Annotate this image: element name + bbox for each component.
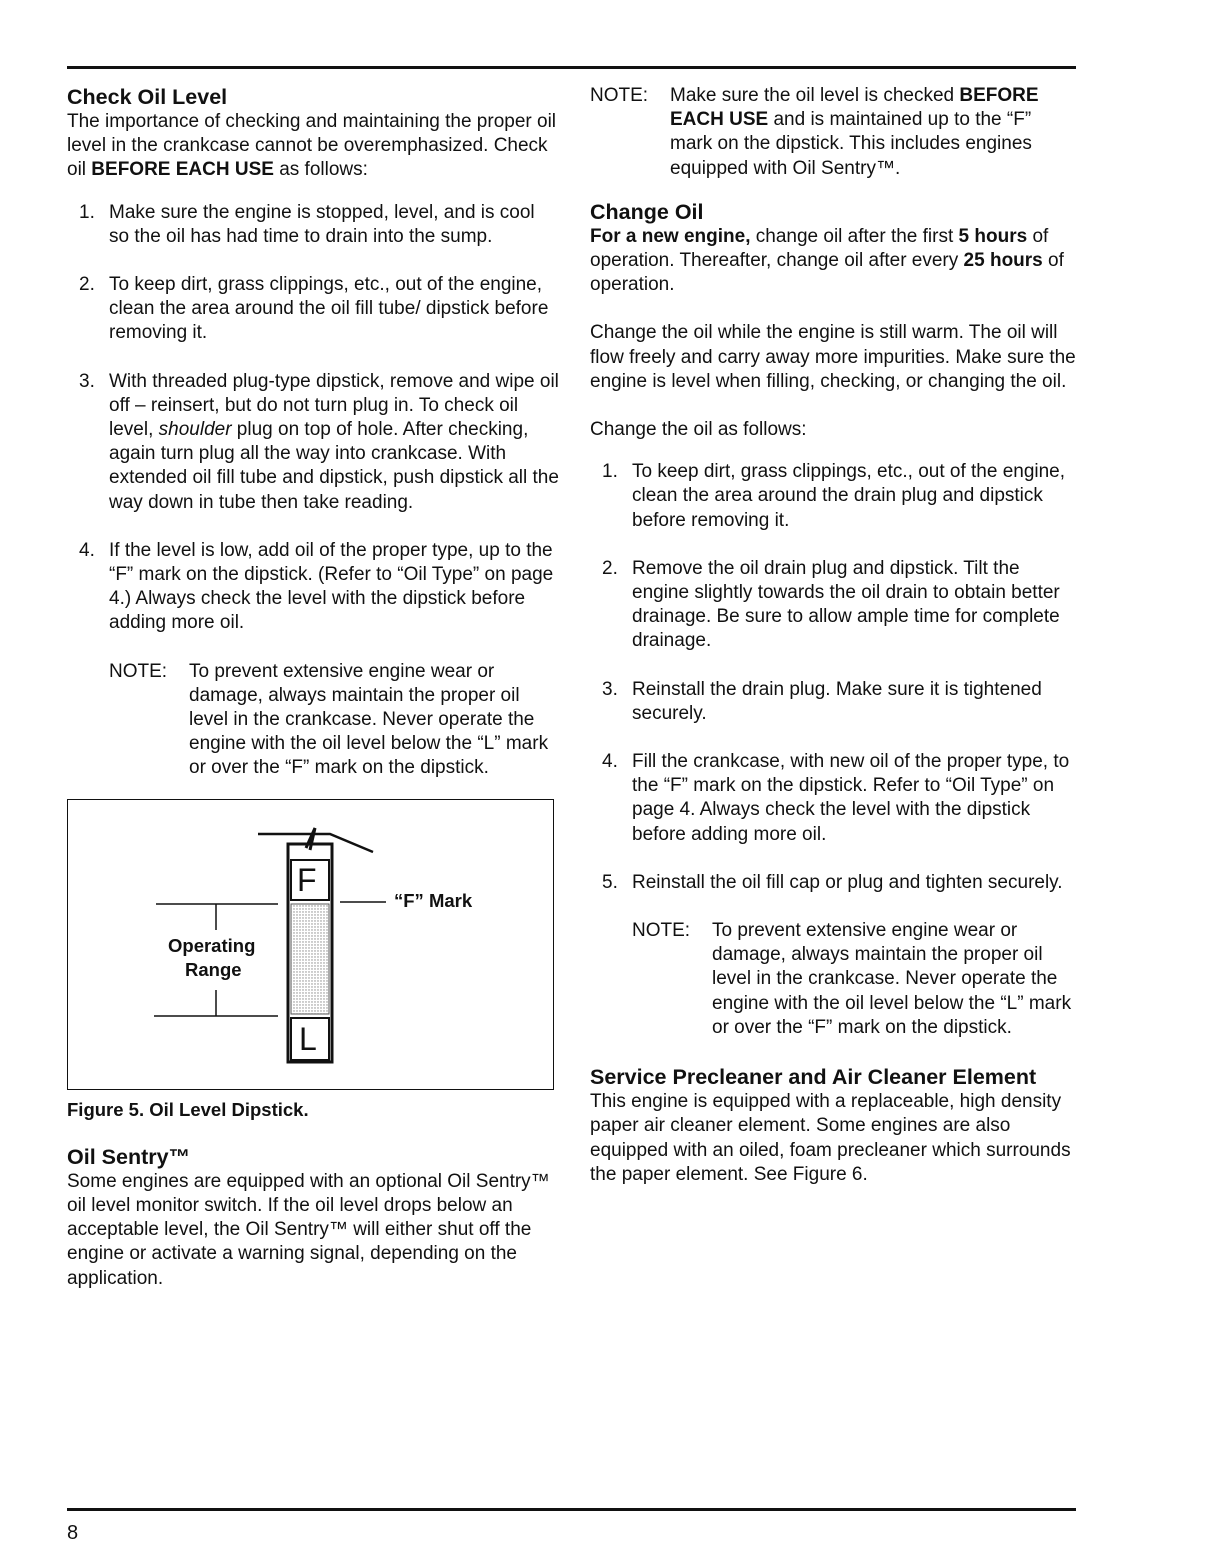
left-note: NOTE: To prevent extensive engine wear or damage, always maintain the proper oil level in the crankcase. Never operate the engine with the oil level below the “L” mark or over the “F” mark on the dipstick. — [109, 660, 549, 779]
change-oil-para2: Change the oil while the engine is still warm. The oil will flow freely and carry away more impurities. Make sure the engine is level when filling, checking, or changing the oil. — [590, 322, 1076, 392]
list-item: 3. With threaded plug-type dipstick, remove and wipe oil off – reinsert, but do not turn plug in. To check oil level, shoulder plug on top of hole. After checking, again turn plug all the way into crankcase. With extended oil fill tube and dipstick, push dipstick all the way down in tube then take reading. — [79, 370, 559, 513]
dipstick-figure — [67, 799, 554, 1090]
f-mark-label: “F” Mark — [394, 889, 473, 911]
right-column — [590, 84, 1076, 1187]
list-item: 4. Fill the crankcase, with new oil of the proper type, to the “F” mark on the dipstick. Refer to “Oil Type” on page 4. Always check the level with the dipstick before adding more oil. — [602, 751, 1070, 845]
list-item: 5. Reinstall the oil fill cap or plug and tighten securely. — [602, 871, 1063, 893]
check-oil-steps — [67, 201, 559, 636]
page-number: 8 — [67, 1522, 79, 1544]
air-cleaner-text: This engine is equipped with a replaceable, high density paper air cleaner element. Some engines are also equipped with an oiled, foam precleaner which surrounds the paper element. See Figure 6. — [590, 1091, 1071, 1185]
list-item: 1. Make sure the engine is stopped, level, and is cool so the oil has had time to drain into the sump. — [79, 201, 535, 247]
list-item: 2. Remove the oil drain plug and dipstick. Tilt the engine slightly towards the oil drain to obtain better drainage. Be sure to allow ample time for complete drainage. — [602, 557, 1060, 652]
l-letter: L — [299, 1020, 317, 1057]
change-oil-para3: Change the oil as follows: — [590, 419, 807, 441]
check-oil-heading: Check Oil Level — [67, 85, 228, 109]
figure-caption: Figure 5. Oil Level Dipstick. — [67, 1098, 309, 1120]
check-oil-intro: The importance of checking and maintaining the proper oil level in the crankcase cannot be overemphasized. Check oil BEFORE EACH USE as follows: — [67, 111, 557, 181]
operating-label: Operating — [168, 934, 256, 956]
f-letter: F — [297, 861, 317, 898]
top-note: NOTE: Make sure the oil level is checked BEFORE EACH USE and is maintained up to the “F” mark on the dipstick. This includes engines equipped with Oil Sentry™. — [590, 85, 1039, 179]
operating-range-shading — [291, 904, 329, 1014]
list-item: 3. Reinstall the drain plug. Make sure it is tightened securely. — [602, 678, 1042, 724]
bottom-rule — [67, 1508, 1076, 1511]
range-label: Range — [185, 958, 242, 980]
top-rule — [67, 66, 1076, 69]
air-cleaner-heading: Service Precleaner and Air Cleaner Element — [590, 1065, 1037, 1090]
right-note: NOTE: To prevent extensive engine wear or damage, always maintain the proper oil level in the crankcase. Never operate the engine with the oil level below the “L” mark or over the “F” mark on the dipstick. — [632, 920, 1072, 1038]
list-item: 2. To keep dirt, grass clippings, etc., out of the engine, clean the area around the oil fill tube/ dipstick before removing it. — [79, 274, 549, 344]
change-oil-steps — [590, 460, 1076, 895]
change-oil-heading: Change Oil — [590, 199, 704, 224]
change-oil-intro: For a new engine, change oil after the first 5 hours of operation. Thereafter, change oil after every 25 hours of operation. — [590, 225, 1064, 296]
left-column — [67, 84, 559, 1291]
list-item: 1. To keep dirt, grass clippings, etc., out of the engine, clean the area around the drain plug and dipstick before removing it. — [602, 461, 1066, 531]
list-item: 4. If the level is low, add oil of the proper type, up to the “F” mark on the dipstick. (Refer to “Oil Type” on page 4.) Always check the level with the dipstick before adding more oil. — [79, 539, 554, 634]
oil-sentry-heading: Oil Sentry™ — [67, 1144, 191, 1169]
oil-sentry-text: Some engines are equipped with an optional Oil Sentry™ oil level monitor switch. If the oil level drops below an acceptable level, the Oil Sentry™ will either shut off the engine or activate a warning signal, depending on the application. — [67, 1170, 550, 1289]
